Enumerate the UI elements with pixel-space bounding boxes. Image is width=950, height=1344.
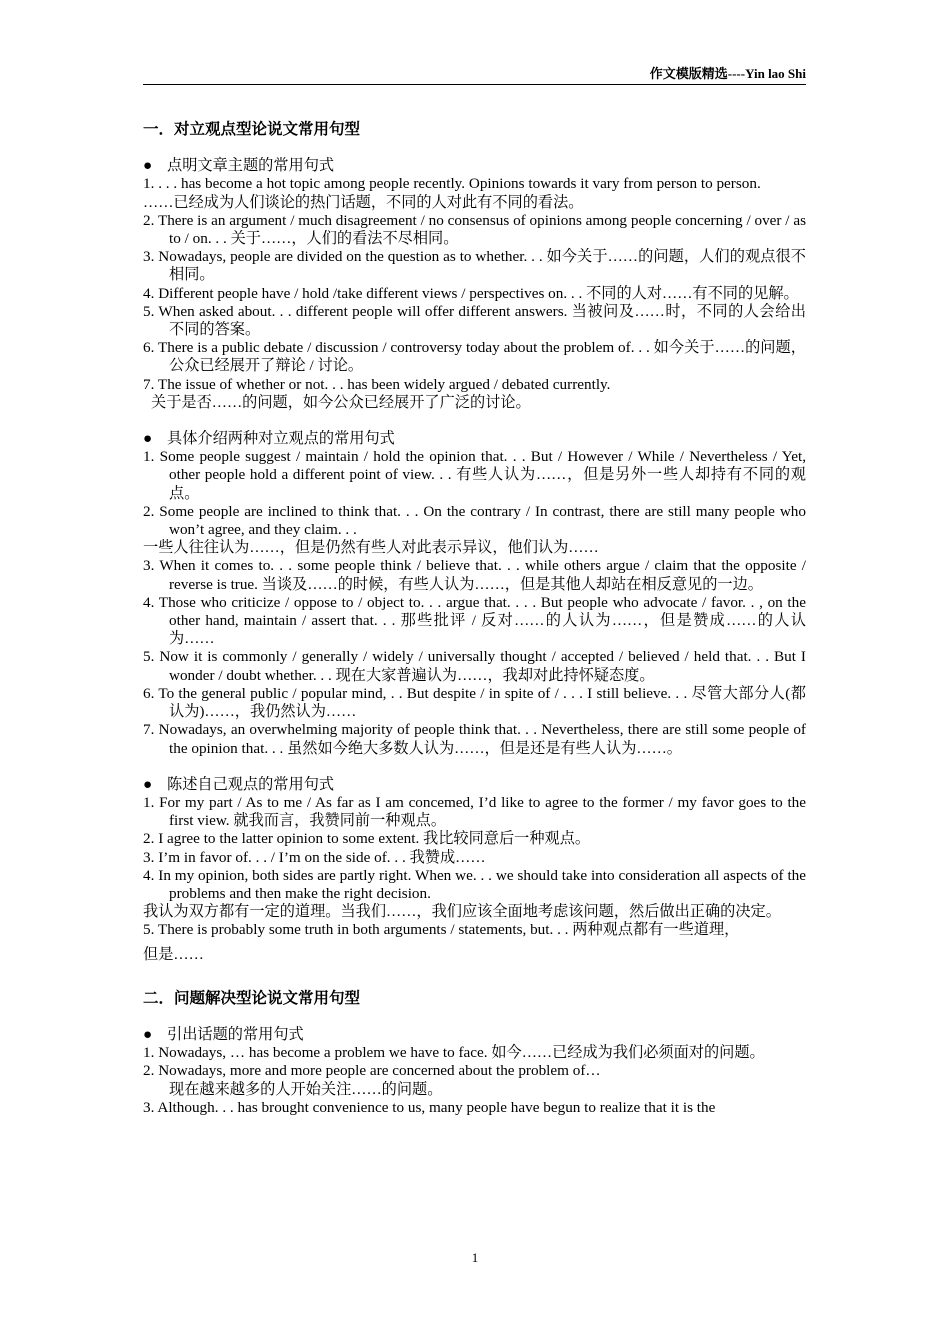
list-item: 6. To the general public / popular mind, . . But despite / in spite of / . . . I still believe. . . 尽管大部分人(都认为)……，我仍然认为…… [143, 684, 806, 721]
list-item: 7. The issue of whether or not. . . has been widely argued / debated currently. [143, 375, 611, 393]
list-item: 2. I agree to the latter opinion to some extent. 我比较同意后一种观点。 [143, 830, 591, 848]
translation-line: ……已经成为人们谈论的热门话题，不同的人对此有不同的看法。 [143, 193, 584, 211]
section-title-2: 二．问题解决型论说文常用句型 [143, 989, 361, 1007]
page-header: 作文模版精选----Yin lao Shi [143, 66, 806, 85]
list-item: 5. Now it is commonly / generally / widely / universally thought / accepted / believed / held that. . . But I wonder / doubt whether. . . 现在大家普遍认为……，我却对此持怀疑态度。 [143, 648, 806, 684]
list-item: 1. . . . has become a hot topic among people recently. Opinions towards it vary from person to person. [143, 175, 761, 193]
list-item: 7. Nowadays, an overwhelming majority of people think that. . . Nevertheless, there are still some people of the opinion that. . . 虽然如今绝大多数人认为……，但是还是有些人认为……。 [143, 721, 806, 757]
group-heading [143, 157, 806, 175]
list-item: 3. When it comes to. . . some people think / believe that. . . while others argue / claim that the opposite / reverse is true. 当谈及……的时候，有些人认为……，但是其他人却站在相反意见的一边。 [143, 557, 806, 593]
bullet-icon: ● [143, 1025, 153, 1043]
group-introduce-topic [143, 1026, 806, 1117]
list-item: 4. In my opinion, both sides are partly right. When we. . . we should take into consideration all aspects of the problems and then make the right decision. [143, 866, 806, 902]
list-item: 3. Nowadays, people are divided on the question as to whether. . . 如今关于……的问题，人们的观点很不相同。 [143, 248, 806, 284]
list-item: 5. When asked about. . . different people will offer different answers. 当被问及……时，不同的人会给出不同的答案。 [143, 302, 806, 339]
list-item: 1. Nowadays, … has become a problem we have to face. 如今……已经成为我们必须面对的问题。 [143, 1044, 765, 1062]
translation-line: 一些人往往认为……，但是仍然有些人对此表示异议，他们认为…… [143, 539, 599, 557]
list-item: 1. For my part / As to me / As far as I am concemed, I’d like to agree to the former / my favor goes to the first view. 就我而言，我赞同前一种观点。 [143, 793, 806, 830]
list-item: 1. Some people suggest / maintain / hold the opinion that. . . But / However / While / Nevertheless / Yet, other people hold a different point of view. . . 有些人认为……，但是另外一些人却持有不同的观点。 [143, 448, 806, 502]
page-content [143, 121, 806, 1135]
list-item: 6. There is a public debate / discussion / controversy today about the problem of. . . 如今关于……的问题，公众已经展开了辩论 / 讨论。 [143, 339, 806, 375]
bullet-icon: ● [143, 157, 153, 175]
list-item: 2. Nowadays, more and more people are concerned about the problem of… [143, 1062, 601, 1080]
bullet-icon: ● [143, 430, 153, 448]
translation-line: 关于是否……的问题，如今公众已经展开了广泛的讨论。 [151, 393, 531, 411]
group-heading-text: 引出话题的常用句式 [167, 1025, 304, 1043]
list-item: 3. I’m in favor of. . . / I’m on the side of. . . 我赞成…… [143, 848, 486, 866]
page-number: 1 [471, 1250, 479, 1265]
list-item: 4. Different people have / hold /take different views / perspectives on. . . 不同的人对……有不同的见解。 [143, 284, 799, 302]
list-item: 4. Those who criticize / oppose to / object to. . . argue that. . . . But people who advocate / favor. . , on the other hand, maintain / assert that. . . 那些批评 / 反对……的人认为……，但是赞成……的人认为…… [143, 593, 806, 648]
translation-line: 但是…… [143, 945, 204, 963]
group-heading [143, 430, 806, 448]
bullet-icon: ● [143, 775, 153, 793]
translation-line: 现在越来越多的人开始关注……的问题。 [169, 1080, 443, 1098]
group-heading-text: 具体介绍两种对立观点的常用句式 [167, 430, 395, 448]
group-own-opinion [143, 776, 806, 964]
group-heading-text: 陈述自己观点的常用句式 [167, 775, 335, 793]
group-heading [143, 1026, 806, 1044]
group-heading [143, 776, 806, 794]
list-item: 3. Although. . . has brought convenience to us, many people have begun to realize that it is the [143, 1098, 716, 1116]
list-item: 5. There is probably some truth in both arguments / statements, but. . . 两种观点都有一些道理， [143, 921, 740, 939]
group-topic-sentences [143, 157, 806, 412]
group-heading-text: 点明文章主题的常用句式 [167, 157, 335, 175]
list-item: 2. There is an argument / much disagreement / no consensus of opinions among people concerning / over / as to / on. . . 关于……，人们的看法不尽相同。 [143, 211, 806, 248]
list-item: 2. Some people are inclined to think that. . . On the contrary / In contrast, there are still many people who won’t agree, and they claim. . . [143, 502, 806, 539]
section-title-1: 一．对立观点型论说文常用句型 [143, 121, 361, 138]
translation-line: 我认为双方都有一定的道理。当我们……，我们应该全面地考虑该问题，然后做出正确的决定。 [143, 903, 781, 921]
group-opposing-views [143, 430, 806, 758]
